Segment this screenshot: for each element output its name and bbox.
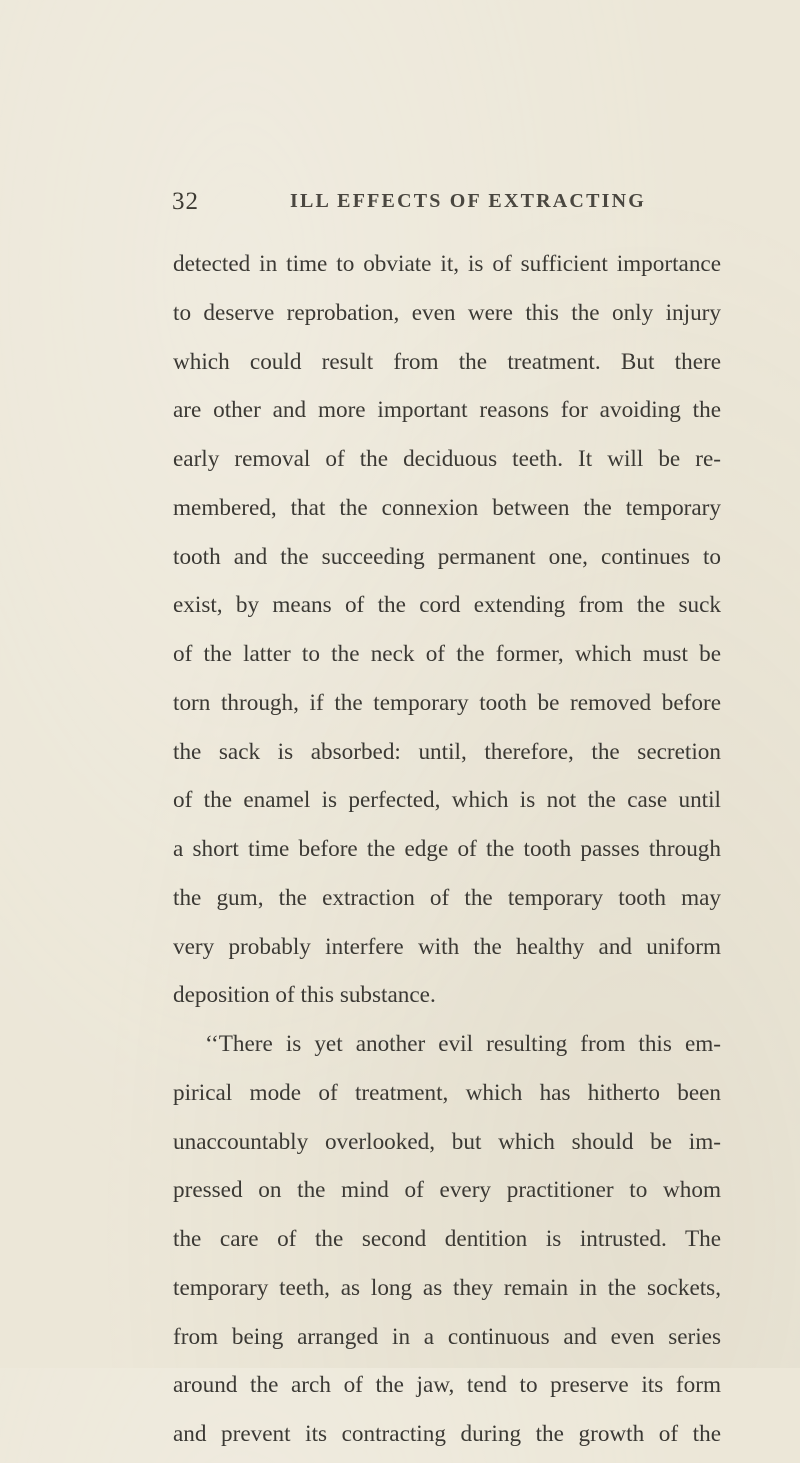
text-line: detected in time to obviate it, is of sufficient importance: [173, 251, 721, 277]
text-line: the care of the second dentition is intrusted. The: [173, 1226, 721, 1252]
text-line: the gum, the extraction of the temporary tooth may: [173, 884, 721, 911]
text-line: of the enamel is perfected, which is not the case until: [173, 787, 721, 814]
text-line: around the arch of the jaw, tend to preserve its form: [173, 1372, 721, 1399]
paragraph-start-line: ‘‘There is yet another evil resulting from this em-: [205, 1031, 721, 1057]
text-line: are other and more important reasons for avoiding the: [173, 397, 721, 424]
text-line: very probably interfere with the healthy and uniform: [173, 933, 721, 960]
text-line: exist, by means of the cord extending from the suck: [173, 592, 721, 619]
text-line: early removal of the deciduous teeth. It will be re-: [173, 446, 721, 472]
text-line: tooth and the succeeding permanent one, continues to: [173, 543, 721, 570]
text-line: temporary teeth, as long as they remain in the sockets,: [173, 1274, 721, 1301]
text-line: of the latter to the neck of the former, which must be: [173, 641, 721, 667]
running-header: [172, 188, 732, 220]
text-line: which could result from the treatment. But there: [173, 348, 721, 375]
body-text: [173, 244, 721, 1463]
paragraph-end-line: deposition of this substance.: [173, 982, 436, 1009]
text-line: pressed on the mind of every practitioner to whom: [173, 1177, 721, 1204]
text-line: torn through, if the temporary tooth be removed before: [173, 689, 721, 716]
text-line: the sack is absorbed: until, therefore, the secretion: [173, 738, 721, 765]
text-line: unaccountably overlooked, but which should be im-: [173, 1128, 721, 1155]
page-number: 32: [172, 188, 199, 215]
text-line: pirical mode of treatment, which has hitherto been: [173, 1079, 721, 1106]
text-line: membered, that the connexion between the temporary: [173, 494, 721, 521]
text-line: and prevent its contracting during the growth of the: [173, 1421, 721, 1447]
running-title: ILL EFFECTS OF EXTRACTING: [290, 190, 646, 212]
text-line: from being arranged in a continuous and even series: [173, 1323, 721, 1350]
text-line: to deserve reprobation, even were this the only injury: [173, 299, 721, 326]
text-line: a short time before the edge of the tooth passes through: [173, 836, 721, 862]
